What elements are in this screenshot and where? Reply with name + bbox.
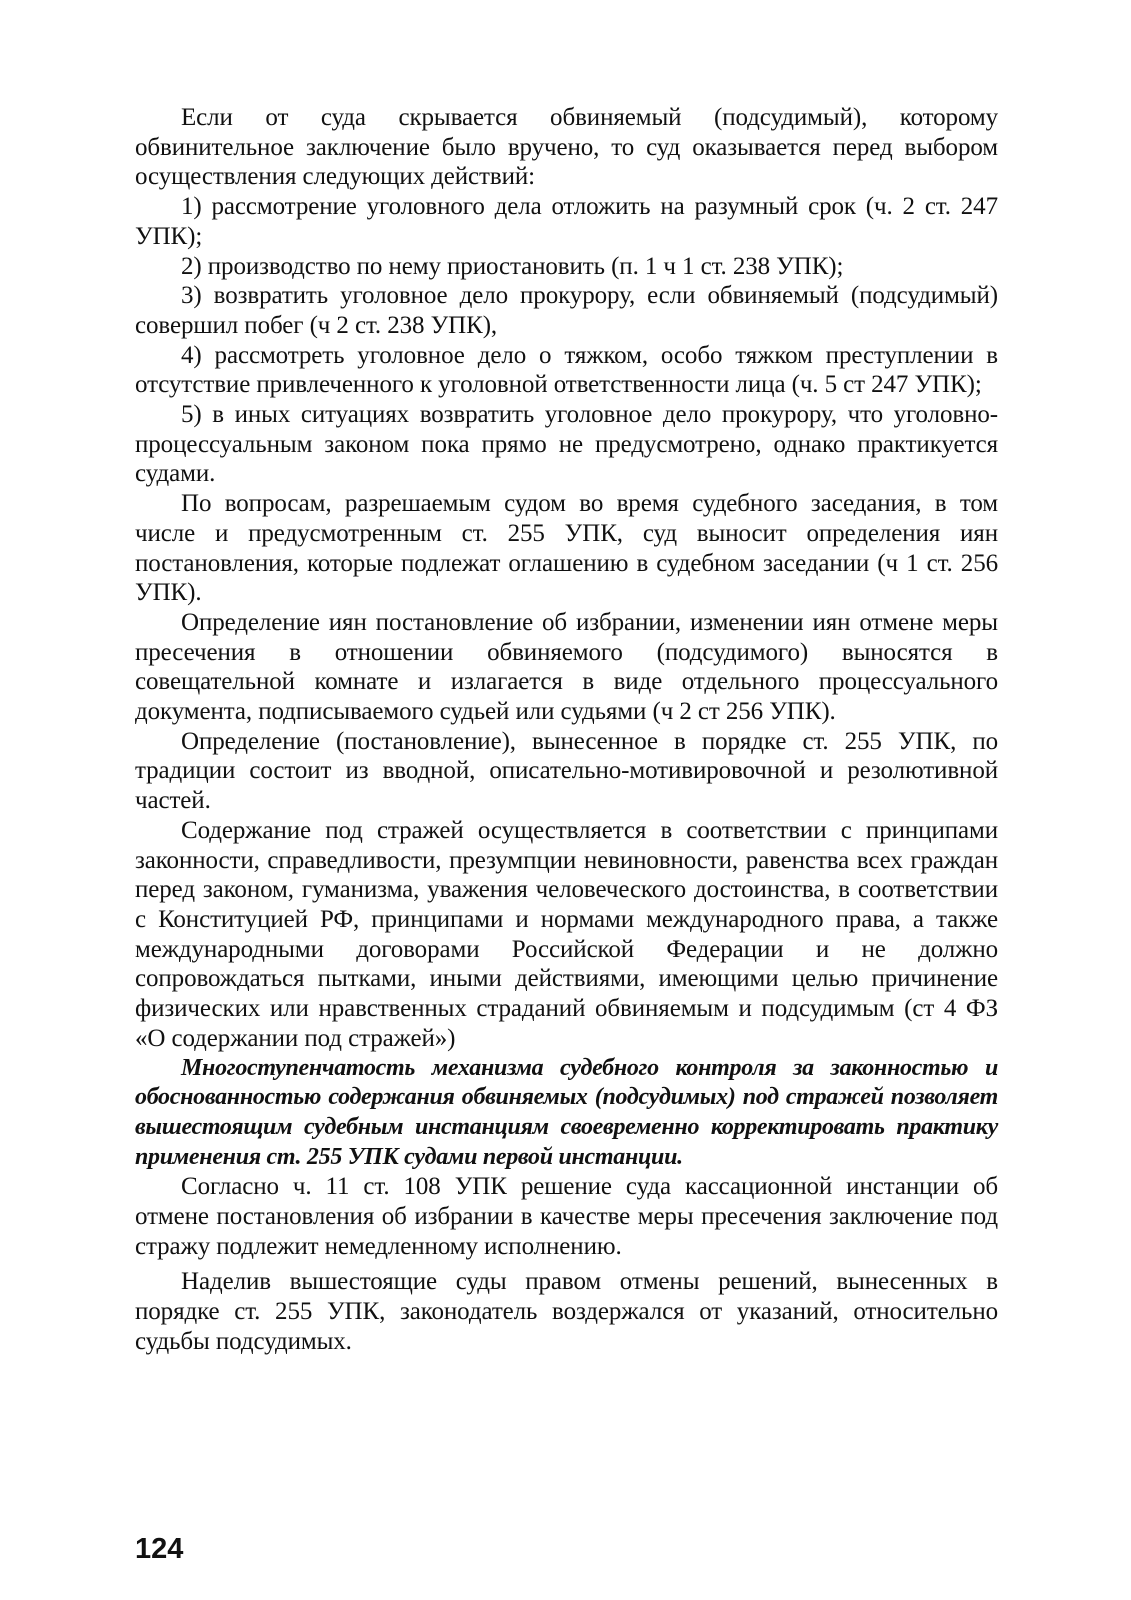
paragraph-legislator: Наделив вышестоящие суды правом отмены решений, вынесенных в порядке ст. 255 УПК, законодатель воздержался от указаний, относительно судьбы подсудимых. <box>135 1268 998 1355</box>
paragraph-judicial-control-emphasis: Многоступенчатость механизма судебного контроля за законностью и обоснованностью содержания обвиняемых (подсудимых) под стражей позволяет вышестоящим судебным инстанциям своевременно корректировать практику применения ст. 255 УПК судами первой инстанции. <box>135 1054 998 1170</box>
list-item-5: 5) в иных ситуациях возвратить уголовное дело прокурору, что уголовно-процессуальным законом пока прямо не предусмотрено, однако практикуется судами. <box>135 401 998 488</box>
paragraph-ruling-structure: Определение (постановление), вынесенное в порядке ст. 255 УПК, по традиции состоит из вводной, описательно-мотивировочной и резолютивной частей. <box>135 727 998 815</box>
list-item-4: 4) рассмотреть уголовное дело о тяжком, особо тяжком преступлении в отсутствие привлеченного к уголовной ответственности лица (ч. 5 ст 247 УПК); <box>135 341 998 399</box>
paragraph-1: Если от суда скрывается обвиняемый (подсудимый), которому обвинительное заключение было вручено, то суд оказывается перед выбором осуществления следующих действий: <box>135 104 998 191</box>
paragraph-preventive-measure: Определение иян постановление об избрании, изменении иян отмене меры пресечения в отношении обвиняемого (подсудимого) выносятся в совещательной комнате и излагается в виде отдельного процессуального документа, подписываемого судьей или судьями (ч 2 ст 256 УПК). <box>135 608 998 726</box>
paragraph-rulings: По вопросам, разрешаемым судом во время судебного заседания, в том числе и предусмотренным ст. 255 УПК, суд выносит определения иян постановления, которые подлежат оглашению в судебном заседании (ч 1 ст. 256 УПК). <box>135 490 998 607</box>
book-page <box>135 103 998 1533</box>
list-item-2: 2) производство по нему приостановить (п. 1 ч 1 ст. 238 УПК); <box>181 252 844 280</box>
list-item-3: 3) возвратить уголовное дело прокурору, если обвиняемый (подсудимый) совершил побег (ч 2 ст. 238 УПК), <box>135 282 998 339</box>
paragraph-cassation: Согласно ч. 11 ст. 108 УПК решение суда кассационной инстанции об отмене постановления об избрании в качестве меры пресечения заключение под стражу подлежит немедленному исполнению. <box>135 1173 998 1260</box>
paragraph-detention-principles: Содержание под стражей осуществляется в соответствии с принципами законности, справедливости, презумпции невиновности, равенства всех граждан перед законом, гуманизма, уважения человеческого достоинства, в соответствии с Конституцией РФ, принципами и нормами международного права, а также международными договорами Российской Федерации и не должно сопровождаться пытками, иными действиями, имеющими целью причинение физических или нравственных страданий обвиняемым и подсудимым (ст 4 ФЗ «О содержании под стражей») <box>135 816 998 1052</box>
page-number: 124 <box>135 1533 184 1565</box>
list-item-1: 1) рассмотрение уголовного дела отложить на разумный срок (ч. 2 ст. 247 УПК); <box>135 193 998 250</box>
